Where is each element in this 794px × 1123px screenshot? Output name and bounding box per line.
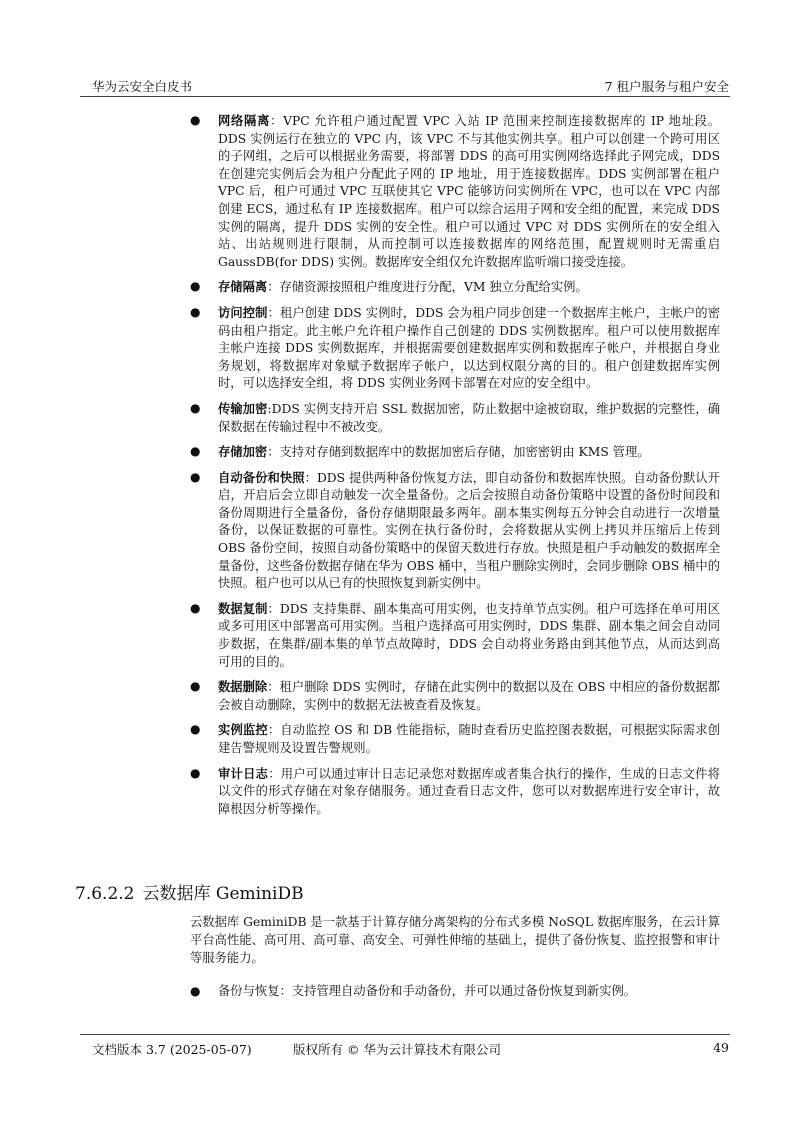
bullet-icon: ● — [190, 444, 201, 459]
list-item — [190, 678, 720, 714]
list-item-term: 访问控制 — [218, 304, 268, 320]
footer-copyright: 版权所有 © 华为云计算技术有限公司 — [293, 1042, 501, 1057]
list-item-term: 存储加密 — [218, 444, 268, 460]
page-header — [92, 77, 729, 95]
list-item-term: 实例监控 — [218, 722, 268, 738]
bullet-icon: ● — [190, 304, 201, 319]
list-item-term: 数据复制 — [218, 600, 268, 616]
section-number: 7.6.2.2 — [75, 884, 135, 904]
list-item-text: :DDS 实例支持开启 SSL 数据加密，防止数据中途被窃取，维护数据的完整性，确保数据在传输过程中不被改变。 — [218, 401, 720, 434]
list-item-text: ：存储资源按照租户维度进行分配，VM 独立分配给实例。 — [267, 280, 588, 295]
list-item-text: ：DDS 支持集群、副本集高可用实例，也支持单节点实例。租户可选择在单可用区或多可用区中部署高可用实例。当租户选择高可用实例时，DDS 集群、副本集之间会自动同步数据，在集群/副本集的单节点故障时，DDS 会自动将业务路由到其他节点，从而达到高可用的目的。 — [218, 601, 720, 669]
list-item-term: 传输加密 — [218, 400, 268, 416]
bullet-icon: ● — [190, 279, 201, 294]
bullet-icon: ● — [190, 469, 201, 484]
bullet-icon: ● — [190, 679, 201, 694]
bullet-list — [190, 112, 720, 818]
main-content — [190, 112, 720, 825]
section-paragraph: 云数据库 GeminiDB 是一款基于计算存储分离架构的分布式多模 NoSQL 数据库服务，在云计算平台高性能、高可用、高可靠、高安全、可弹性伸缩的基础上，提供了备份恢复、监控报警和审计等服务能力。 — [190, 915, 720, 965]
list-item-term: 存储隔离 — [218, 279, 268, 295]
list-item-term: 自动备份和快照 — [218, 469, 305, 485]
list-item-text: ：用户可以通过审计日志记录您对数据库或者集合执行的操作，生成的日志文件将以文件的形式存储在对象存储服务。通过查看日志文件，您可以对数据库进行安全审计，故障根因分析等操作。 — [218, 766, 720, 816]
list-item — [190, 469, 720, 593]
list-item — [190, 443, 720, 462]
bullet-icon: ● — [190, 722, 201, 737]
page-footer — [92, 1040, 729, 1058]
bullet-icon: ● — [190, 600, 201, 615]
list-item — [190, 112, 720, 271]
page-number: 49 — [713, 1040, 729, 1055]
list-item-text: ：DDS 提供两种备份恢复方法，即自动备份和数据库快照。自动备份默认开启，开启后会立即自动触发一次全量备份。之后会按照自动备份策略中设置的备份时间段和备份周期进行全量备份，备份存储期限最多两年。副本集实例每五分钟会自动进行一次增量备份，以保证数据的可靠性。实例在执行备份时，会将数据从实例上拷贝并压缩后上传到 OBS 备份空间，按照自动备份策略中的保留天数进行存放。快照是租户手动触发的数据库全量备份，这些备份数据存储在华为 OBS 桶中，当租户删除实例时，会同步删除 OBS 桶中的快照。租户也可以从已有的快照恢复到新实例中。 — [218, 470, 720, 591]
footer-doc-version: 文档版本 3.7 (2025-05-07) — [92, 1042, 252, 1057]
bullet-icon: ● — [190, 400, 201, 415]
list-item-term: 审计日志 — [218, 765, 269, 781]
list-item-text: ：租户删除 DDS 实例时，存储在此实例中的数据以及在 OBS 中相应的备份数据都会被自动删除，实例中的数据无法被查看及恢复。 — [218, 680, 720, 712]
list-item — [190, 765, 720, 819]
list-item-text: ：自动监控 OS 和 DB 性能指标，随时查看历史监控图表数据，可根据实际需求创建告警规则及设置告警规则。 — [218, 723, 720, 755]
list-item — [190, 983, 720, 1001]
bullet-icon: ● — [190, 765, 201, 780]
list-item — [190, 400, 720, 436]
footer-divider — [80, 1034, 730, 1035]
section-title-text: 云数据库 GeminiDB — [142, 884, 304, 904]
list-item — [190, 304, 720, 393]
list-item — [190, 278, 720, 297]
header-doc-title: 华为云安全白皮书 — [92, 79, 193, 94]
header-divider — [80, 96, 730, 97]
list-item — [190, 721, 720, 757]
list-item-text: ：支持对存储到数据库中的数据加密后存储，加密密钥由 KMS 管理。 — [267, 445, 650, 460]
list-item-term: 网络隔离 — [218, 113, 271, 128]
section-heading — [75, 883, 312, 905]
bullet-list-geminidb — [190, 983, 720, 1008]
list-item-term: 数据删除 — [218, 679, 268, 695]
bullet-icon: ● — [190, 113, 201, 127]
list-item — [190, 600, 720, 671]
header-chapter-title: 7 租户服务与租户安全 — [604, 79, 729, 94]
list-item-text: ：VPC 允许租户通过配置 VPC 入站 IP 范围来控制连接数据库的 IP 地址段。DDS 实例运行在独立的 VPC 内，该 VPC 不与其他实例共享。租户可以创建一个跨可用区的子网组，之后可以根据业务需要，将部署 DDS 的高可用实例网络选择此子网完成，DDS 在创建完实例后会为租户分配此子网的 IP 地址，用于连接数据库。DDS 实例部署在租户 VPC 后，租户可通过 VPC 互联使其它 VPC 能够访问实例所在 VPC，也可以在 VPC 内部创建 ECS，通过私有 IP 连接数据库。租户可以综合运用子网和安全组的配置，来完成 DDS 实例的隔离，提升 DDS 实例的安全性。租户可以通过 VPC 对 DDS 实例所在的安全组入站、出站规则进行限制，从而控制可以连接数据库的网络范围，配置规则时无需重启 GaussDB(for DDS) 实例。数据库安全组仅允许数据库监听端口接受连接。 — [218, 114, 720, 269]
list-item-text: ：租户创建 DDS 实例时，DDS 会为租户同步创建一个数据库主帐户，主帐户的密码由租户指定。此主帐户允许租户操作自己创建的 DDS 实例数据库。租户可以使用数据库主帐户连接 DDS 实例数据库，并根据需要创建数据库实例和数据库子帐户，并根据自身业务规划，将数据库对象赋予数据库子帐户，以达到权限分离的目的。租户创建数据库实例时，可以选择安全组，将 DDS 实例业务网卡部署在对应的安全组中。 — [218, 305, 720, 391]
list-item-text: 备份与恢复：支持管理自动备份和手动备份，并可以通过备份恢复到新实例。 — [218, 984, 637, 998]
bullet-icon: ● — [190, 984, 201, 998]
